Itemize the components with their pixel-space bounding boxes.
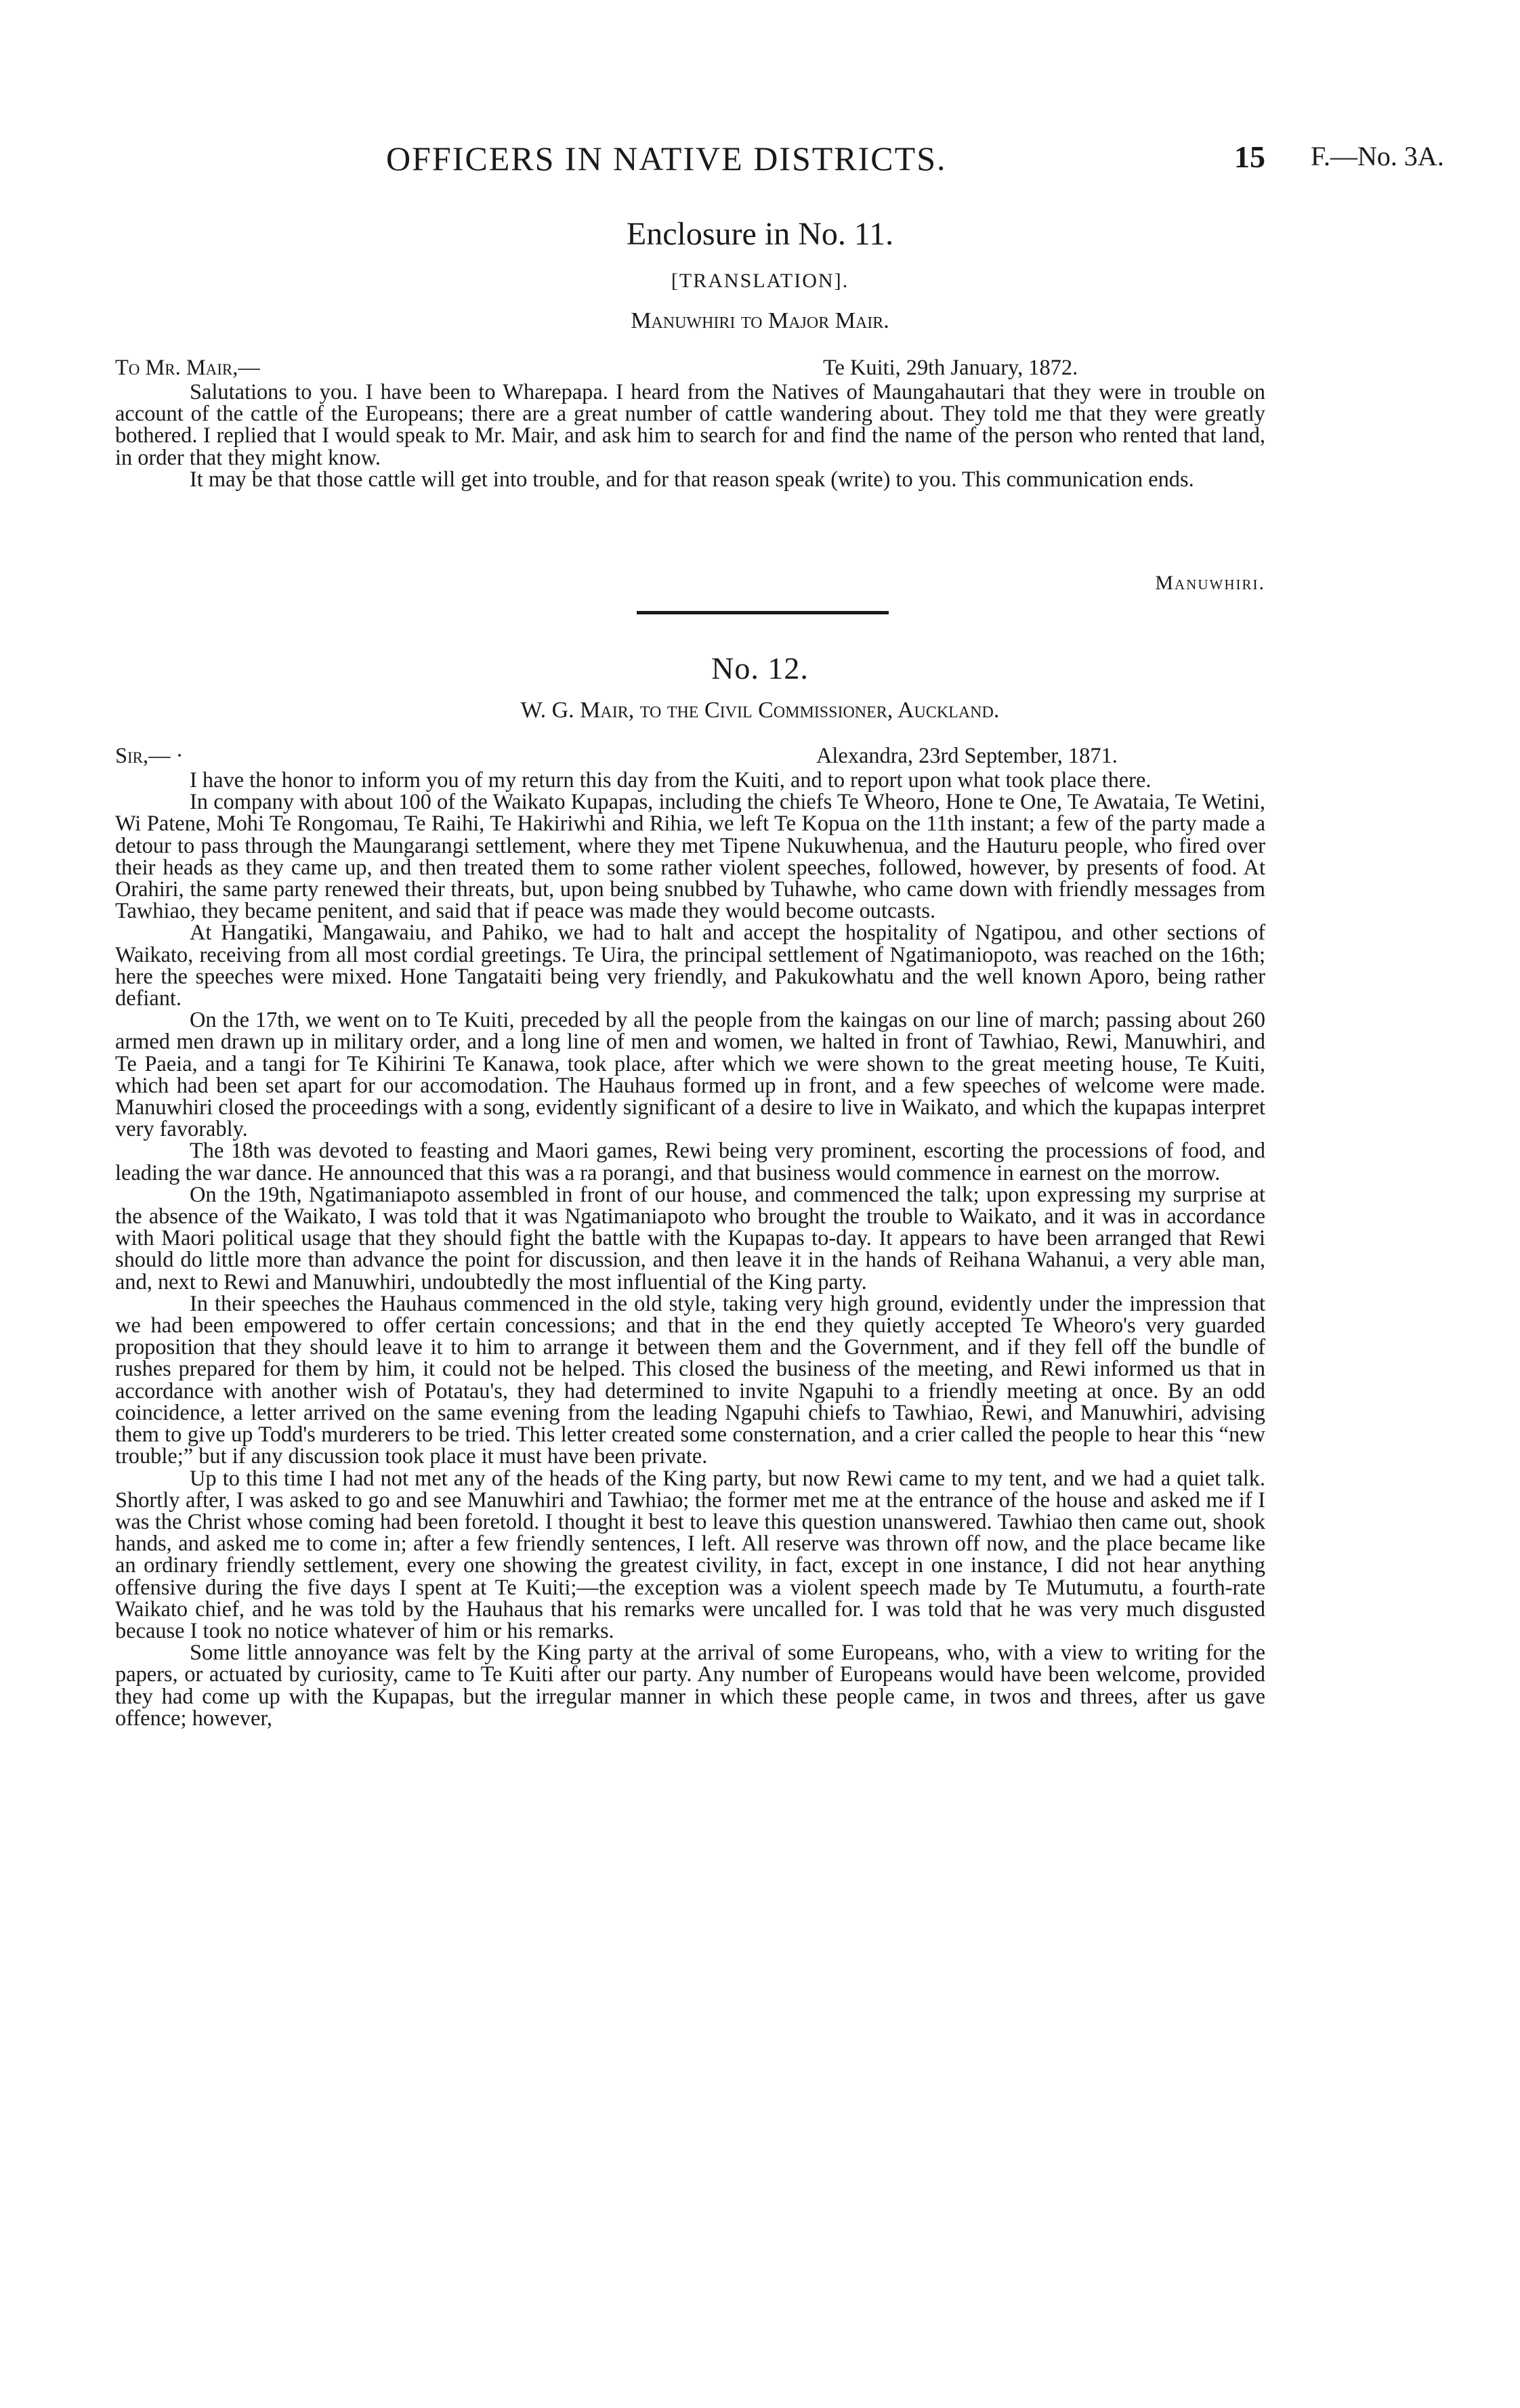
enclosure-title: Enclosure in No. 11. bbox=[626, 216, 894, 252]
letter-body bbox=[115, 769, 1265, 1729]
letter-paragraph: I have the honor to inform you of my return this day from the Kuiti, and to report upon what took place there. bbox=[190, 768, 1152, 793]
letter-address-line bbox=[115, 744, 1265, 768]
translation-label: [TRANSLATION]. bbox=[671, 270, 849, 292]
document-reference: F.—No. 3A. bbox=[1311, 141, 1444, 171]
letter-paragraph: In company with about 100 of the Waikato Kupapas, including the chiefs Te Wheoro, Hone te One, Te Awataia, Te Wetini, Wi Patene, Mohi Te Rongomau, Te Raihi, Te Hakiriwhi and Rihia, we left Te Kopua on the 11th instant; a few of the party made a detour to pass through the Maungarangi settlement, where they met Tipene Nukuwhenua, and the Hauturu people, who fired over their heads as they came up, and then treated them to some rather violent speeches, followed, however, by presents of food. At Orahiri, the same party renewed their threats, but, upon being snubbed by Tuhawhe, who came down with friendly messages from Tawhiao, they became penitent, and said that if peace was made they would become outcasts. bbox=[115, 790, 1265, 924]
section-divider bbox=[637, 611, 889, 614]
enclosure-subtitle: Manuwhiri to Major Mair. bbox=[631, 308, 889, 333]
letter-number: No. 12. bbox=[711, 651, 809, 685]
enclosure-address-line bbox=[115, 356, 1265, 380]
letter-salutation: Sir,— · bbox=[115, 744, 184, 768]
letter-paragraph: On the 17th, we went on to Te Kuiti, preceded by all the people from the kaingas on our line of march; passing about 260 armed men drawn up in military order, and a long line of men and women, we halted in front of Tawhiao, Rewi, Manuwhiri, and Te Paeia, and a tangi for Te Kihirini Te Kanawa, took place, after which we were shown to the great meeting house, Te Kuiti, which had been set apart for our accomodation. The Hauhaus formed up in front, and a few speeches of welcome were made. Manuwhiri closed the proceedings with a song, evidently significant of a desire to live in Waikato, and which the kupapas interpret very favorably. bbox=[115, 1008, 1265, 1142]
header-title: OFFICERS IN NATIVE DISTRICTS. bbox=[386, 140, 947, 177]
letter-paragraph: At Hangatiki, Mangawaiu, and Pahiko, we had to halt and accept the hospitality of Ngatipou, and other sections of Waikato, receiving from all most cordial greetings. Te Uira, the principal settlement of Ngatimaniopoto, was reached on the 16th; here the speeches were mixed. Hone Tangataiti being very friendly, and Pakukowhatu and the well known Aporo, being rather defiant. bbox=[115, 921, 1265, 1011]
enclosure-place-date: Te Kuiti, 29th January, 1872. bbox=[823, 356, 1078, 380]
letter-paragraph: In their speeches the Hauhaus commenced in the old style, taking very high ground, evidently under the impression that we had been empowered to offer certain concessions; and that in the end they quietly accepted Te Wheoro's very guarded proposition that they should leave it to him to arrange it between them and the Government, and if they fell off the bundle of rushes prepared for them by him, it could not be helped. This closed the business of the meeting, and Rewi informed us that in accordance with another wish of Potatau's, they had determined to invite Ngapuhi to a friendly meeting at once. By an odd coincidence, a letter arrived on the same evening from the leading Ngapuhi chiefs to Tawhiao, Rewi, and Manuwhiri, advising them to give up Todd's murderers to be tried. This letter created some consternation, and a crier called the people to hear this “new trouble;” but if any discussion took place it must have been private. bbox=[115, 1291, 1265, 1469]
letter-place-date: Alexandra, 23rd September, 1871. bbox=[816, 744, 1118, 768]
enclosure-body bbox=[115, 381, 1265, 490]
page-number: 15 bbox=[1234, 140, 1265, 174]
letter-paragraph: Some little annoyance was felt by the King party at the arrival of some Europeans, who, with a view to writing for the papers, or actuated by curiosity, came to Te Kuiti after our party. Any number of Europeans would have been welcome, provided they had come up with the Kupapas, but the irregular manner in which these people came, in twos and threes, after us gave offence; however, bbox=[115, 1641, 1265, 1731]
enclosure-salutation: To Mr. Mair,— bbox=[115, 356, 260, 380]
letter-subtitle: W. G. Mair, to the Civil Commissioner, Auckland. bbox=[520, 698, 1000, 723]
enclosure-paragraph: Salutations to you. I have been to Wharepapa. I heard from the Natives of Maungahautari that they were in trouble on account of the cattle of the Europeans; there are a great number of cattle wandering about. They told me that they were greatly bothered. I replied that I would speak to Mr. Mair, and ask him to search for and find the name of the person who rented that land, in order that they might know. bbox=[115, 380, 1265, 470]
running-header bbox=[0, 139, 1520, 186]
letter-paragraph: The 18th was devoted to feasting and Maori games, Rewi being very prominent, escorting the processions of food, and leading the war dance. He announced that this was a ra porangi, and that business would commence in earnest on the morrow. bbox=[115, 1139, 1265, 1185]
enclosure-paragraph: It may be that those cattle will get into trouble, and for that reason speak (write) to you. This communication ends. bbox=[190, 467, 1194, 492]
letter-paragraph: On the 19th, Ngatimaniapoto assembled in front of our house, and commenced the talk; upon expressing my surprise at the absence of the Waikato, I was told that it was Ngatimaniapoto who brought the trouble to Waikato, and it was in accordance with Maori political usage that they should fight the battle with the Kupapas to-day. It appears to have been arranged that Rewi should do little more than advance the point for discussion, and then leave it in the hands of Reihana Wahanui, a very able man, and, next to Rewi and Manuwhiri, undoubtedly the most influential of the King party. bbox=[115, 1182, 1265, 1294]
enclosure-signature: Manuwhiri. bbox=[1155, 572, 1265, 594]
letter-paragraph: Up to this time I had not met any of the heads of the King party, but now Rewi came to my tent, and we had a quiet talk. Shortly after, I was asked to go and see Manuwhiri and Tawhiao; the former met me at the entrance of the house and asked me if I was the Christ whose coming had been foretold. I thought it best to leave this question unanswered. Tawhiao then came out, shook hands, and asked me to come in; after a few friendly sentences, I left. All reserve was thrown off now, and the place became like an ordinary friendly settlement, every one showing the greatest civility, in fact, except in one instance, I did not hear anything offensive during the five days I spent at Te Kuiti;—the exception was a violent speech made by Te Mutumutu, a fourth-rate Waikato chief, and he was told by the Hauhaus that his remarks were uncalled for. I was told that he was very much disgusted because I took no notice whatever of him or his remarks. bbox=[115, 1466, 1265, 1643]
